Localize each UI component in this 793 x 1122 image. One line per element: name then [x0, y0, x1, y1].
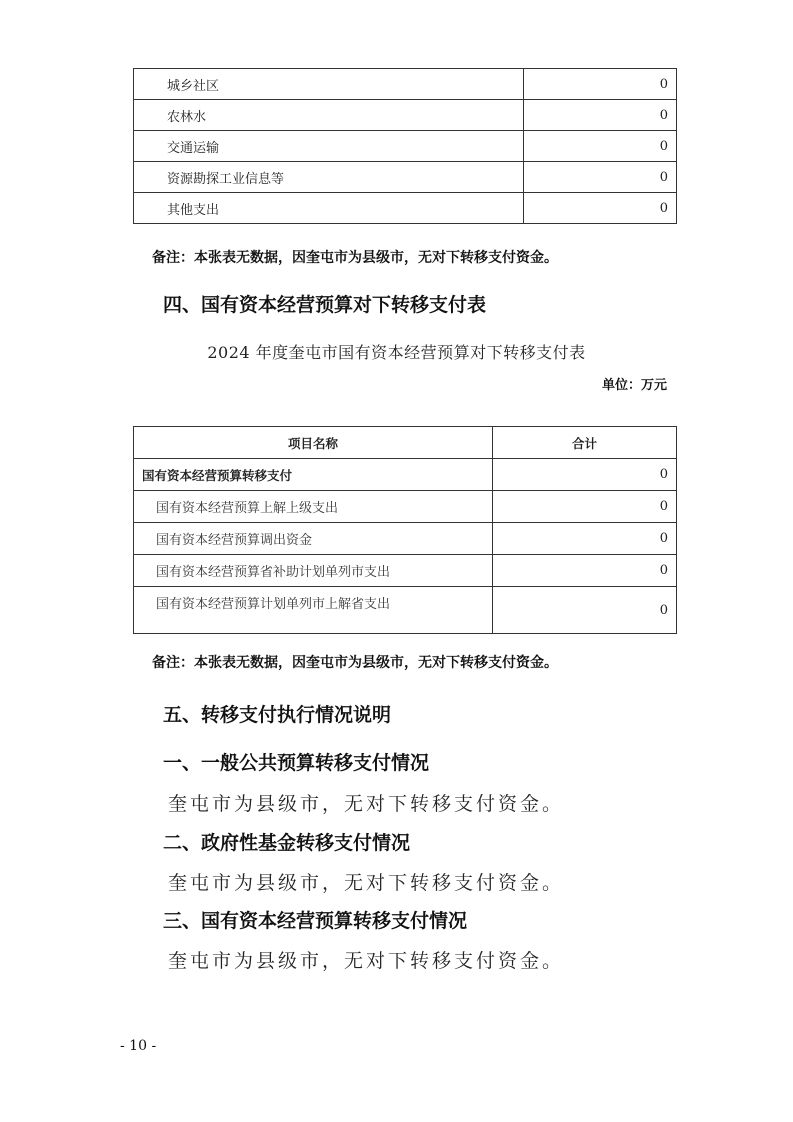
subsection-title: 二、政府性基金转移支付情况: [163, 832, 411, 854]
section4-heading: 四、国有资本经营预算对下转移支付表: [163, 294, 487, 316]
row-value: 0: [524, 69, 677, 100]
row-value: 0: [493, 459, 677, 491]
row-value: 0: [493, 491, 677, 523]
row-name: 其他支出: [134, 193, 524, 224]
row-value: 0: [524, 100, 677, 131]
table2-note: 备注：本张表无数据，因奎屯市为县级市，无对下转移支付资金。: [152, 655, 558, 671]
row-name: 农林水: [134, 100, 524, 131]
unit-label: 单位：万元: [601, 378, 667, 393]
row-value: 0: [493, 523, 677, 555]
table-row: [134, 459, 677, 491]
table-row: [134, 131, 677, 162]
table-header-row: [134, 427, 677, 459]
table-row: [134, 555, 677, 587]
row-value: 0: [524, 162, 677, 193]
row-name: 城乡社区: [134, 69, 524, 100]
row-value: 0: [493, 587, 677, 634]
header-total: 合计: [493, 427, 677, 459]
row-name: 国有资本经营预算省补助计划单列市支出: [134, 555, 493, 587]
row-name: 国有资本经营预算计划单列市上解省支出: [134, 587, 493, 634]
page-number: - 10 -: [120, 1038, 157, 1054]
table-row: [134, 69, 677, 100]
subsection-text: 奎屯市为县级市，无对下转移支付资金。: [168, 950, 565, 972]
row-value: 0: [524, 193, 677, 224]
table-row: [134, 491, 677, 523]
row-value: 0: [524, 131, 677, 162]
table1-note: 备注：本张表无数据，因奎屯市为县级市，无对下转移支付资金。: [152, 250, 558, 266]
state-capital-transfer-table: [133, 426, 677, 634]
table-row: [134, 587, 677, 634]
row-value: 0: [493, 555, 677, 587]
table-title: 2024 年度奎屯市国有资本经营预算对下转移支付表: [207, 343, 586, 362]
row-name: 交通运输: [134, 131, 524, 162]
row-name: 资源勘探工业信息等: [134, 162, 524, 193]
subsection-text: 奎屯市为县级市，无对下转移支付资金。: [168, 793, 565, 815]
table-row: [134, 162, 677, 193]
subsection-title: 三、国有资本经营预算转移支付情况: [163, 910, 468, 932]
subsection-text: 奎屯市为县级市，无对下转移支付资金。: [168, 872, 565, 894]
row-name: 国有资本经营预算调出资金: [134, 523, 493, 555]
table-row: [134, 523, 677, 555]
header-item-name: 项目名称: [134, 427, 493, 459]
table-row: [134, 100, 677, 131]
expenditure-table-continued: [133, 68, 677, 224]
section5-heading: 五、转移支付执行情况说明: [163, 704, 392, 726]
table-row: [134, 193, 677, 224]
row-name: 国有资本经营预算转移支付: [134, 459, 493, 491]
subsection-title: 一、一般公共预算转移支付情况: [163, 752, 430, 774]
row-name: 国有资本经营预算上解上级支出: [134, 491, 493, 523]
